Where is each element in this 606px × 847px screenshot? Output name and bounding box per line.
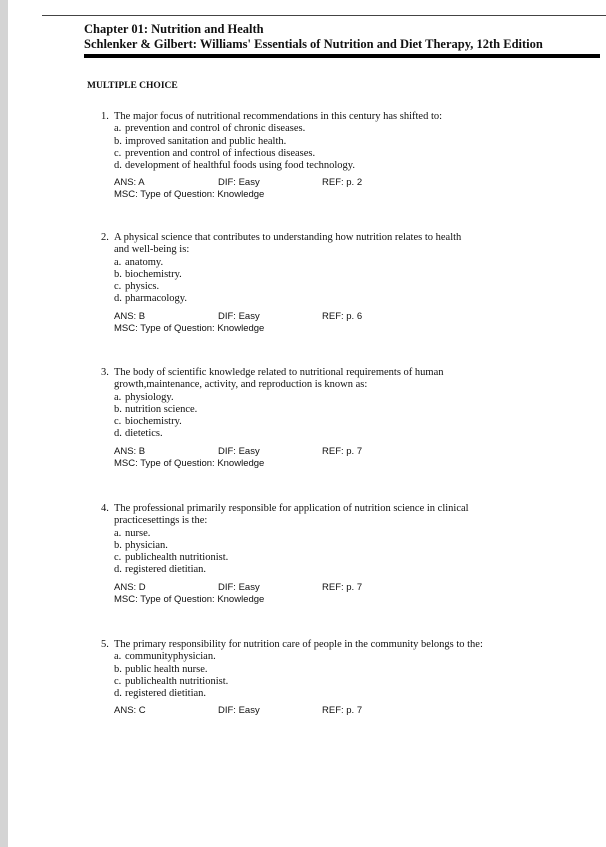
- viewer-left-strip: [0, 0, 8, 847]
- option-text: pharmacology.: [125, 293, 188, 305]
- option-letter: d.: [114, 160, 122, 172]
- question-number: 4.: [101, 503, 109, 514]
- option-letter: a.: [114, 651, 122, 663]
- question-stem: growth,maintenance, activity, and reproduction is known as:: [114, 379, 368, 391]
- reference: REF: p. 7: [322, 581, 363, 593]
- option-list: [101, 257, 581, 306]
- answer-option: [114, 664, 581, 676]
- question-item: [101, 503, 581, 606]
- question-item: [101, 639, 581, 717]
- option-letter: b.: [114, 539, 122, 551]
- question-stem-line: [101, 367, 581, 379]
- option-list: [101, 528, 581, 577]
- answer-option: [114, 257, 581, 269]
- option-text: publichealth nutritionist.: [125, 552, 229, 564]
- answer-option: [114, 564, 581, 576]
- answer-option: [114, 148, 581, 160]
- header-rule: [84, 54, 600, 58]
- answer-meta: [114, 446, 581, 470]
- difficulty: DIF: Easy: [218, 445, 260, 457]
- option-text: biochemistry.: [125, 268, 182, 280]
- difficulty: DIF: Easy: [218, 177, 260, 189]
- answer-meta: [114, 582, 581, 606]
- answer-meta: [114, 705, 581, 717]
- option-letter: a.: [114, 123, 122, 135]
- answer-key: ANS: A: [114, 177, 145, 189]
- option-text: public health nurse.: [125, 663, 208, 675]
- option-text: anatomy.: [125, 256, 164, 268]
- question-type: MSC: Type of Question: Knowledge: [114, 457, 265, 469]
- answer-key: ANS: D: [114, 581, 146, 593]
- question-stem: A physical science that contributes to understanding how nutrition relates to health: [114, 232, 462, 243]
- answer-meta: [114, 177, 581, 201]
- question-type: MSC: Type of Question: Knowledge: [114, 189, 265, 201]
- option-letter: c.: [114, 281, 122, 293]
- question-stem-line: [101, 639, 581, 651]
- option-letter: d.: [114, 564, 122, 576]
- option-letter: c.: [114, 552, 122, 564]
- option-list: [101, 392, 581, 441]
- difficulty: DIF: Easy: [218, 705, 260, 717]
- difficulty: DIF: Easy: [218, 581, 260, 593]
- document-page: [84, 22, 600, 91]
- question-item: [101, 111, 581, 201]
- reference: REF: p. 2: [322, 177, 363, 189]
- option-letter: d.: [114, 688, 122, 700]
- answer-option: [114, 136, 581, 148]
- question-stem-line: [101, 232, 581, 244]
- option-letter: b.: [114, 268, 122, 280]
- question-stem: The professional primarily responsible for application of nutrition science in clinical: [114, 503, 469, 514]
- answer-meta: [114, 311, 581, 335]
- question-stem-line: [101, 244, 581, 256]
- option-text: dietetics.: [125, 428, 163, 440]
- answer-option: [114, 293, 581, 305]
- chapter-title: Chapter 01: Nutrition and Health: [84, 22, 264, 36]
- option-letter: a.: [114, 527, 122, 539]
- answer-option: [114, 552, 581, 564]
- option-text: physiology.: [125, 391, 174, 403]
- answer-key: ANS: B: [114, 310, 146, 322]
- answer-option: [114, 651, 581, 663]
- option-text: registered dietitian.: [125, 564, 207, 576]
- option-text: communityphysician.: [125, 651, 216, 663]
- question-number: 2.: [101, 232, 109, 243]
- option-letter: c.: [114, 675, 122, 687]
- option-letter: a.: [114, 391, 122, 403]
- answer-option: [114, 404, 581, 416]
- answer-option: [114, 528, 581, 540]
- option-list: [101, 123, 581, 172]
- answer-option: [114, 392, 581, 404]
- answer-option: [114, 688, 581, 700]
- option-text: prevention and control of infectious diseases.: [125, 147, 316, 159]
- answer-option: [114, 160, 581, 172]
- answer-option: [114, 123, 581, 135]
- answer-meta-row: [114, 177, 581, 189]
- answer-key: ANS: B: [114, 445, 146, 457]
- option-text: nurse.: [125, 527, 151, 539]
- option-list: [101, 651, 581, 700]
- answer-meta-row: [114, 705, 581, 717]
- reference: REF: p. 6: [322, 310, 363, 322]
- section-title: MULTIPLE CHOICE: [87, 81, 178, 91]
- question-type: MSC: Type of Question: Knowledge: [114, 593, 265, 605]
- option-letter: d.: [114, 293, 122, 305]
- question-number: 3.: [101, 367, 109, 378]
- question-number: 1.: [101, 111, 109, 122]
- answer-key: ANS: C: [114, 705, 146, 717]
- reference: REF: p. 7: [322, 445, 363, 457]
- question-type: MSC: Type of Question: Knowledge: [114, 322, 265, 334]
- question-stem: and well-being is:: [114, 244, 190, 256]
- question-stem: The primary responsibility for nutrition care of people in the community belongs to the:: [114, 639, 483, 650]
- answer-option: [114, 540, 581, 552]
- option-letter: b.: [114, 135, 122, 147]
- option-letter: c.: [114, 416, 122, 428]
- question-stem-line: [101, 503, 581, 515]
- top-rule: [42, 15, 606, 16]
- question-stem: practicesettings is the:: [114, 515, 208, 527]
- answer-option: [114, 676, 581, 688]
- answer-meta-row: [114, 446, 581, 458]
- question-stem-line: [101, 379, 581, 391]
- book-title: Schlenker & Gilbert: Williams' Essentials of Nutrition and Diet Therapy, 12th Edition: [84, 37, 543, 51]
- option-text: registered dietitian.: [125, 688, 207, 700]
- option-letter: c.: [114, 147, 122, 159]
- option-text: prevention and control of chronic diseases.: [125, 123, 306, 135]
- difficulty: DIF: Easy: [218, 310, 260, 322]
- answer-meta-row: [114, 582, 581, 594]
- option-text: biochemistry.: [125, 416, 182, 428]
- option-letter: b.: [114, 403, 122, 415]
- option-text: publichealth nutritionist.: [125, 675, 229, 687]
- option-letter: b.: [114, 663, 122, 675]
- option-text: improved sanitation and public health.: [125, 135, 287, 147]
- answer-meta-row: [114, 311, 581, 323]
- answer-option: [114, 428, 581, 440]
- question-stem: The major focus of nutritional recommendations in this century has shifted to:: [114, 111, 443, 122]
- option-text: physics.: [125, 281, 160, 293]
- question-item: [101, 367, 581, 470]
- option-text: nutrition science.: [125, 403, 198, 415]
- reference: REF: p. 7: [322, 705, 363, 717]
- option-letter: d.: [114, 428, 122, 440]
- question-stem-line: [101, 515, 581, 527]
- answer-option: [114, 269, 581, 281]
- question-item: [101, 232, 581, 335]
- question-stem: The body of scientific knowledge related to nutritional requirements of human: [114, 367, 444, 378]
- question-stem-line: [101, 111, 581, 123]
- option-text: development of healthful foods using food technology.: [125, 160, 355, 172]
- answer-option: [114, 281, 581, 293]
- answer-option: [114, 416, 581, 428]
- question-number: 5.: [101, 639, 109, 650]
- option-letter: a.: [114, 256, 122, 268]
- option-text: physician.: [125, 539, 168, 551]
